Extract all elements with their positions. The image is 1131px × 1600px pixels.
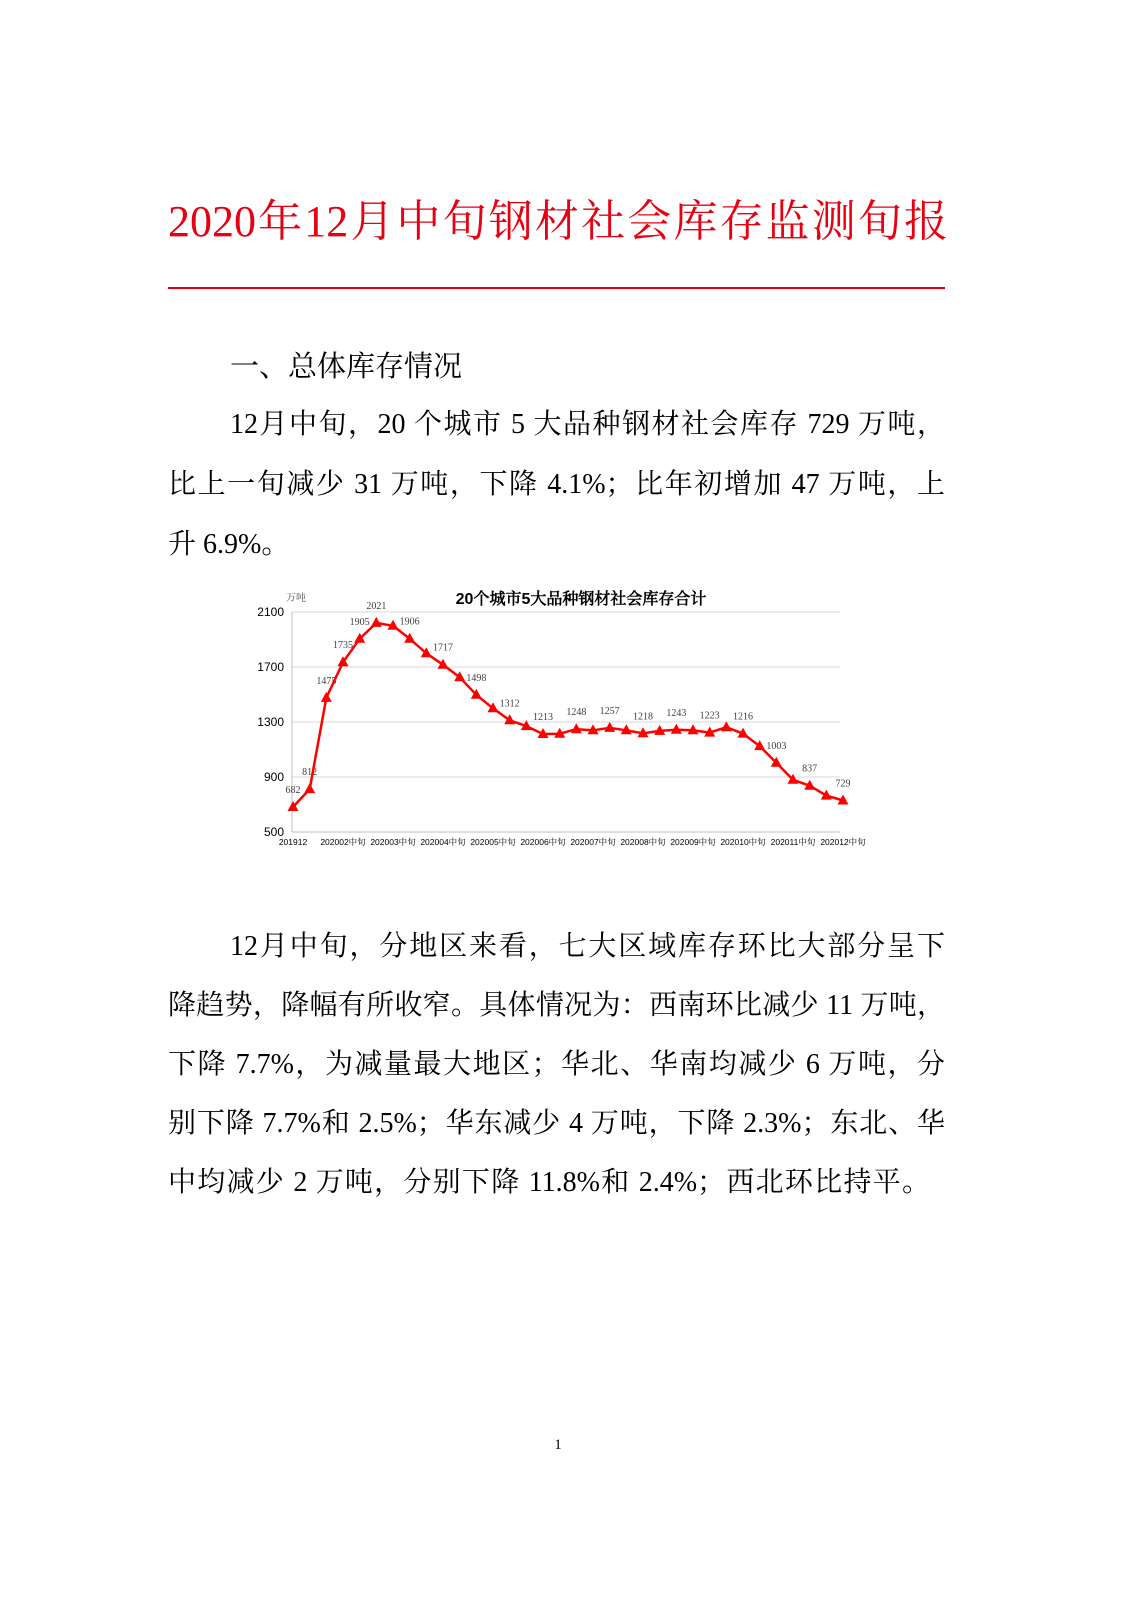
y-axis-unit-label: 万吨	[286, 593, 306, 604]
data-point-marker	[304, 783, 315, 793]
x-tick-label: 202004中旬	[420, 837, 466, 847]
paragraph-line: 12月中旬，20 个城市 5 大品种钢材社会库存 729 万吨，	[230, 409, 945, 440]
data-label: 812	[302, 767, 318, 779]
data-label: 1906	[399, 616, 420, 628]
x-tick-label: 202005中旬	[470, 837, 516, 847]
x-tick-label: 202009中旬	[670, 837, 716, 847]
paragraph-line: 比上一旬减少 31 万吨，下降 4.1%；比年初增加 47 万吨，上	[168, 469, 945, 500]
title-divider	[168, 287, 945, 289]
x-tick-label: 202003中旬	[370, 837, 416, 847]
chart-title: 20个城市5大品种钢材社会库存合计	[455, 591, 707, 608]
data-label: 1475	[316, 675, 337, 687]
data-label: 1003	[766, 740, 787, 752]
x-axis-labels	[279, 837, 866, 847]
x-tick-label: 202002中旬	[320, 837, 366, 847]
data-point-marker	[504, 714, 515, 724]
y-tick-label: 500	[263, 825, 284, 839]
data-label: 837	[802, 763, 818, 775]
paragraph-line: 升 6.9%。	[168, 529, 290, 560]
y-tick-label: 900	[263, 770, 284, 784]
data-label: 1223	[699, 710, 720, 722]
data-label: 2021	[366, 600, 387, 612]
gridlines	[292, 612, 840, 832]
paragraph-line: 降趋势，降幅有所收窄。具体情况为：西南环比减少 11 万吨，	[168, 990, 945, 1021]
data-point-marker	[571, 723, 582, 733]
paragraph-line: 别下降 7.7%和 2.5%；华东减少 4 万吨，下降 2.3%；东北、华	[168, 1108, 945, 1139]
x-tick-label: 202012中旬	[820, 837, 866, 847]
x-tick-label: 202008中旬	[620, 837, 666, 847]
data-point-marker	[754, 740, 765, 750]
y-tick-label: 1300	[257, 715, 284, 729]
data-label: 1257	[599, 705, 620, 717]
document-title: 2020年12月中旬钢材社会库存监测旬报	[168, 197, 948, 246]
data-label: 1216	[733, 711, 753, 723]
paragraph-line: 12月中旬，分地区来看，七大区域库存环比大部分呈下	[230, 931, 945, 962]
x-tick-label: 202006中旬	[520, 837, 566, 847]
data-label: 1717	[433, 642, 453, 654]
data-label: 682	[285, 784, 301, 796]
data-label: 1243	[666, 707, 687, 719]
x-tick-label: 202011中旬	[770, 837, 816, 847]
paragraph-line: 中均减少 2 万吨，分别下降 11.8%和 2.4%；西北环比持平。	[168, 1167, 930, 1198]
data-label: 1213	[533, 711, 553, 723]
x-tick-label: 201912	[278, 837, 308, 847]
y-tick-label: 1700	[257, 660, 284, 674]
inventory-line-chart	[240, 585, 880, 855]
data-label: 1312	[499, 698, 520, 710]
data-point-marker	[604, 722, 615, 732]
data-point-marker	[321, 692, 332, 702]
section-heading: 一、总体库存情况	[230, 351, 463, 383]
data-label: 1905	[349, 616, 370, 628]
data-label: 1248	[566, 707, 587, 719]
y-tick-label: 2100	[257, 605, 284, 619]
data-point-marker	[371, 617, 382, 627]
page-number: 1	[554, 1437, 562, 1453]
data-label: 1218	[633, 711, 653, 723]
x-tick-label: 202007中旬	[570, 837, 616, 847]
data-point-marker	[721, 721, 732, 731]
data-point-marker	[438, 659, 449, 669]
y-axis-labels	[257, 605, 284, 839]
data-label: 1735	[333, 640, 353, 652]
data-label: 729	[835, 778, 851, 790]
data-label: 1498	[466, 672, 487, 684]
x-tick-label: 202010中旬	[720, 837, 766, 847]
data-point-marker	[454, 671, 465, 681]
paragraph-line: 下降 7.7%，为减量最大地区；华北、华南均减少 6 万吨，分	[168, 1049, 945, 1080]
